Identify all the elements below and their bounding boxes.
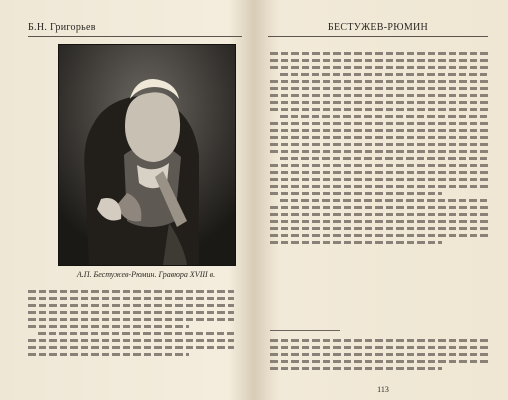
left-body-text-block <box>28 286 234 359</box>
page-number: 113 <box>377 385 389 394</box>
footnote-divider <box>270 330 340 331</box>
footnote-block <box>270 335 490 373</box>
right-page <box>258 0 508 400</box>
portrait-caption: А.П. Бестужев-Рюмин. Гравюра XVIII в. <box>76 270 216 279</box>
right-running-head: БЕСТУЖЕВ-РЮМИН <box>268 22 488 37</box>
left-running-head: Б.Н. Григорьев <box>28 22 242 37</box>
portrait-engraving-image <box>59 45 235 265</box>
right-body-text-block <box>270 48 490 247</box>
portrait-engraving <box>58 44 236 266</box>
